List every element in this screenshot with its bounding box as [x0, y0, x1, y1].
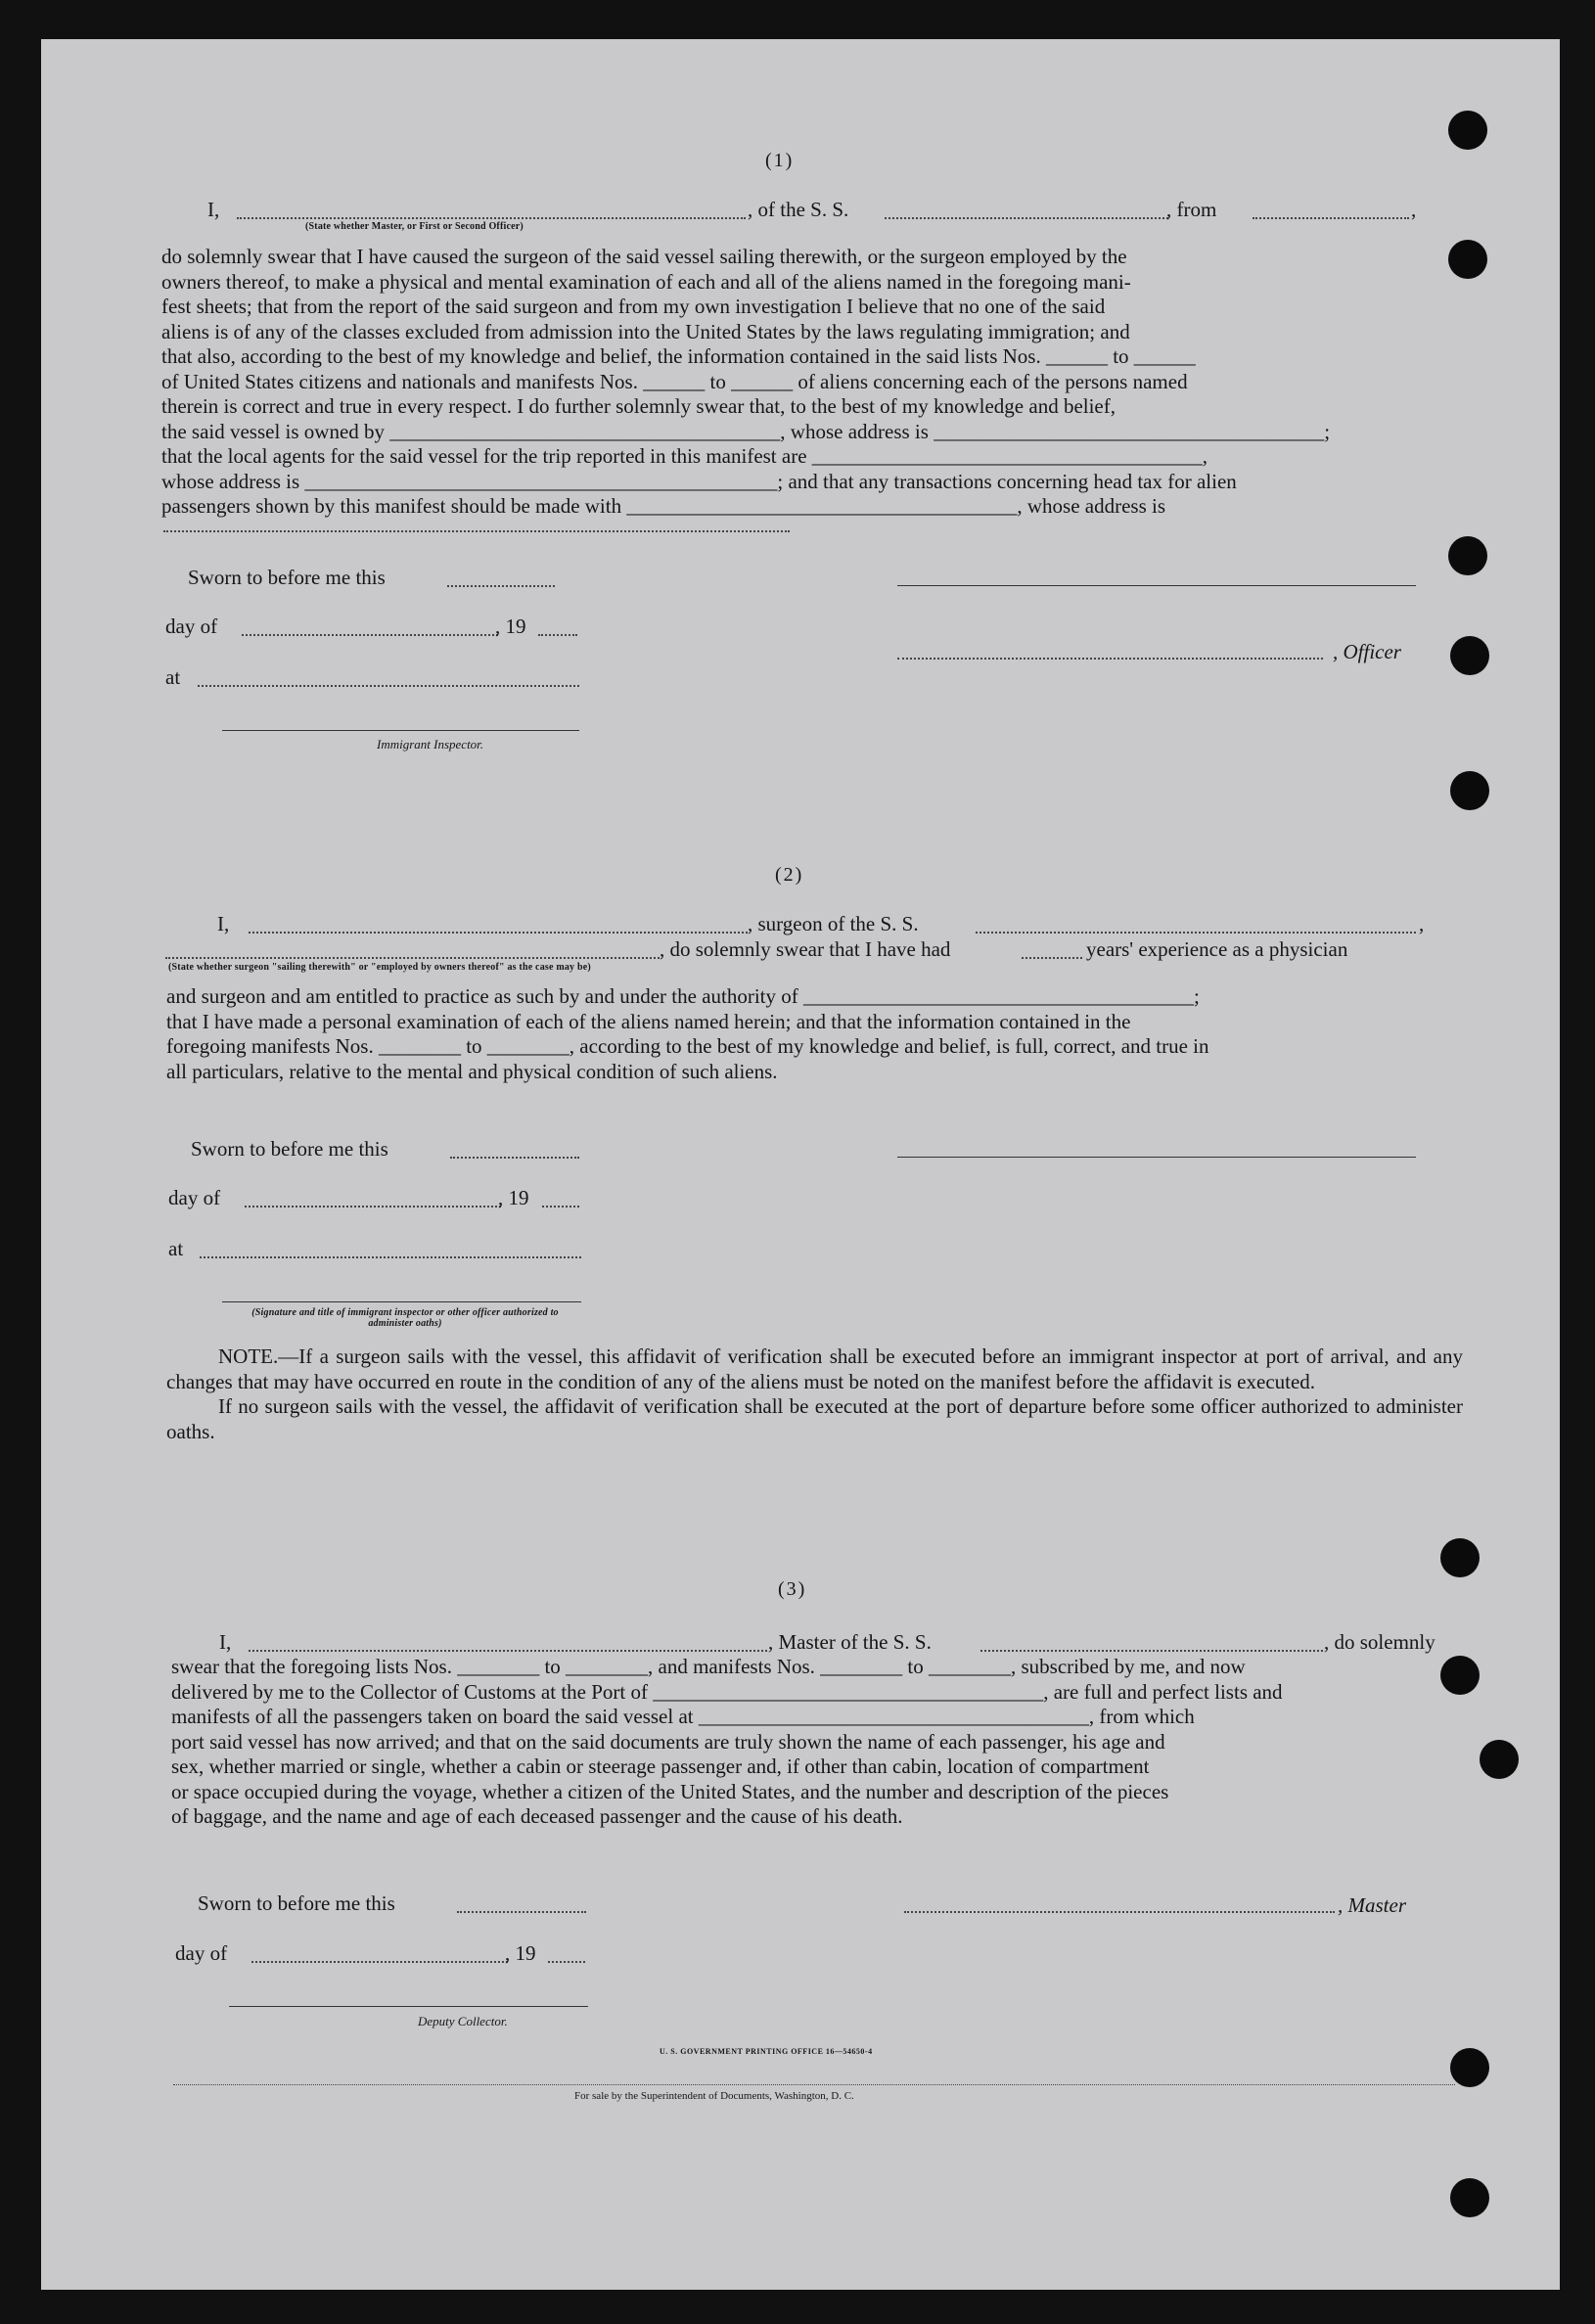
- oath-line: aliens is of any of the classes excluded from admission into the United States by the laws regulating immigration; and: [161, 319, 1130, 343]
- day-of-field[interactable]: [251, 1961, 508, 1963]
- sworn-label: Sworn to before me this: [191, 1137, 388, 1161]
- signature-line[interactable]: [897, 1157, 1416, 1158]
- oath-line: that I have made a personal examination of each of the aliens named herein; and that the information contained in the: [166, 1009, 1131, 1033]
- signature-line[interactable]: [897, 585, 1416, 586]
- oath-line: that also, according to the best of my knowledge and belief, the information contained in the said lists Nos. ______ to ______: [161, 344, 1196, 368]
- oath-line: or space occupied during the voyage, whether a citizen of the United States, and the number and description of the pieces: [171, 1779, 1169, 1803]
- day-of-label: day of: [168, 1186, 221, 1209]
- year-label: , 19: [495, 615, 526, 638]
- sworn-day-field[interactable]: [450, 1157, 579, 1159]
- oath-line: that the local agents for the said vessel for the trip reported in this manifest are ______________________________________,: [161, 444, 1208, 468]
- sworn-label: Sworn to before me this: [198, 1891, 395, 1915]
- oath-line: sex, whether married or single, whether a cabin or steerage passenger and, if other than cabin, location of compartment: [171, 1754, 1150, 1778]
- at-label: at: [168, 1237, 184, 1260]
- section-2-line-end: ,: [1419, 912, 1425, 935]
- master-signature-field[interactable]: [904, 1911, 1335, 1913]
- punch-hole: [1450, 636, 1489, 675]
- address-continuation-field[interactable]: [163, 530, 790, 532]
- section-3-line-end: , do solemnly: [1324, 1630, 1436, 1654]
- year-label: , 19: [498, 1186, 529, 1209]
- punch-hole: [1440, 1538, 1480, 1577]
- master-name-field[interactable]: [249, 1650, 767, 1652]
- section-1-i: I,: [207, 198, 220, 221]
- oath-line: manifests of all the passengers taken on board the said vessel at ______________________________________, from which: [171, 1705, 1195, 1728]
- oath-line: port said vessel has now arrived; and that on the said documents are truly shown the name of each passenger, his age and: [171, 1729, 1165, 1754]
- section-1-from-label: , from: [1166, 198, 1217, 221]
- oath-line: of baggage, and the name and age of each deceased passenger and the cause of his death.: [171, 1804, 903, 1828]
- section-2-body: [166, 984, 1463, 1084]
- sworn-day-field[interactable]: [447, 585, 555, 587]
- oath-line: whose address is ______________________________________________; and that any transactions concerning head tax for alien: [161, 469, 1237, 493]
- oath-line: the said vessel is owned by ______________________________________, whose address is ______________________________________;: [161, 419, 1331, 443]
- years-field[interactable]: [1022, 957, 1082, 959]
- master-signature-label: , Master: [1338, 1893, 1406, 1917]
- day-of-field[interactable]: [245, 1206, 501, 1208]
- section-1-line-end: ,: [1411, 198, 1417, 221]
- footer-divider: [173, 2084, 1455, 2085]
- year-field[interactable]: [538, 634, 577, 636]
- officer-label: , Officer: [1333, 640, 1401, 663]
- officer-type-hint: (State whether Master, or First or Second Officer): [305, 221, 524, 232]
- oath-line: delivered by me to the Collector of Customs at the Port of ______________________________________, are full and perfect lists and: [171, 1679, 1283, 1704]
- section-1-ss-label: , of the S. S.: [748, 198, 849, 221]
- section-1-body: [161, 245, 1453, 520]
- punch-hole: [1448, 536, 1487, 575]
- section-2-i: I,: [217, 912, 230, 935]
- section-3-i: I,: [219, 1630, 232, 1654]
- sworn-day-field[interactable]: [457, 1911, 586, 1913]
- inspector-signature-line[interactable]: [222, 730, 579, 731]
- section-3-number: (3): [778, 1578, 807, 1600]
- oath-line: and surgeon and am entitled to practice as such by and under the authority of ______________________________________;: [166, 984, 1200, 1008]
- sworn-label: Sworn to before me this: [188, 566, 386, 589]
- surgeon-name-field[interactable]: [249, 932, 748, 934]
- oath-line: owners thereof, to make a physical and mental examination of each and all of the aliens named in the foregoing mani-: [161, 269, 1131, 294]
- oath-line: swear that the foregoing lists Nos. ________ to ________, and manifests Nos. ________ to ________, subscribed by me, and now: [171, 1655, 1246, 1678]
- surgeon-vessel-field[interactable]: [976, 932, 1416, 934]
- oath-line: passengers shown by this manifest should be made with ______________________________________, whose address is: [161, 494, 1165, 518]
- surgeon-status-field[interactable]: [165, 957, 660, 959]
- oath-line: therein is correct and true in every respect. I do further solemnly swear that, to the best of my knowledge and belief,: [161, 394, 1116, 418]
- collector-signature-line[interactable]: [229, 2006, 588, 2007]
- day-of-label: day of: [165, 615, 218, 638]
- master-label: , Master of the S. S.: [768, 1630, 932, 1654]
- day-of-label: day of: [175, 1941, 228, 1965]
- note-paragraph: If no surgeon sails with the vessel, the affidavit of verification shall be executed at the port of departure before some officer authorized to administer oaths.: [166, 1394, 1463, 1443]
- swear-label: , do solemnly swear that I have had: [660, 937, 951, 961]
- note-block: [166, 1344, 1463, 1444]
- vessel-field[interactable]: [885, 217, 1168, 219]
- punch-hole: [1450, 2048, 1489, 2087]
- inspector-signature-line[interactable]: [222, 1301, 581, 1302]
- oath-line: do solemnly swear that I have caused the surgeon of the said vessel sailing therewith, or the surgeon employed by the: [161, 245, 1127, 268]
- signature-title-text: (Signature and title of immigrant inspector or other officer authorized to administer oaths): [251, 1307, 559, 1329]
- punch-hole: [1450, 771, 1489, 810]
- officer-signature-field[interactable]: [897, 658, 1323, 660]
- at-label: at: [165, 665, 181, 689]
- section-3-body: [171, 1655, 1463, 1830]
- punch-hole: [1448, 240, 1487, 279]
- surgeon-type-hint: (State whether surgeon "sailing therewith" or "employed by owners thereof" as the case may be): [168, 962, 591, 973]
- year-field[interactable]: [542, 1206, 579, 1208]
- punch-hole: [1448, 111, 1487, 150]
- collector-label: Deputy Collector.: [418, 2014, 508, 2028]
- section-2-number: (2): [775, 864, 804, 886]
- punch-hole: [1450, 2178, 1489, 2217]
- name-field[interactable]: [237, 217, 746, 219]
- manifest-page: [41, 39, 1560, 2290]
- inspector-label: Immigrant Inspector.: [377, 737, 484, 752]
- at-field[interactable]: [198, 685, 579, 687]
- section-1-number: (1): [765, 150, 795, 171]
- day-of-field[interactable]: [242, 634, 498, 636]
- signature-title-hint: [229, 1307, 581, 1329]
- oath-line: fest sheets; that from the report of the said surgeon and from my own investigation I believe that no one of the said: [161, 295, 1106, 318]
- oath-line: all particulars, relative to the mental and physical condition of such aliens.: [166, 1059, 778, 1083]
- note-paragraph: NOTE.—If a surgeon sails with the vessel, this affidavit of verification shall be executed before an immigrant inspector at port of arrival, and any changes that may have occurred en route in the condition of any of the aliens must be noted on the manifest before the affidavit is executed.: [166, 1344, 1463, 1393]
- sale-notice: For sale by the Superintendent of Documents, Washington, D. C.: [574, 2090, 854, 2102]
- from-field[interactable]: [1253, 217, 1409, 219]
- oath-line: of United States citizens and nationals and manifests Nos. ______ to ______ of aliens concerning each of the persons named: [161, 369, 1188, 393]
- year-field[interactable]: [548, 1961, 585, 1963]
- years-label: years' experience as a physician: [1086, 937, 1348, 961]
- punch-hole: [1480, 1740, 1519, 1779]
- at-field[interactable]: [200, 1256, 581, 1258]
- surgeon-label: , surgeon of the S. S.: [748, 912, 919, 935]
- master-vessel-field[interactable]: [980, 1650, 1323, 1652]
- printing-office-imprint: U. S. GOVERNMENT PRINTING OFFICE 16—54650-4: [660, 2047, 873, 2056]
- year-label: , 19: [505, 1941, 536, 1965]
- oath-line: foregoing manifests Nos. ________ to ________, according to the best of my knowledge and belief, is full, correct, and true in: [166, 1034, 1209, 1058]
